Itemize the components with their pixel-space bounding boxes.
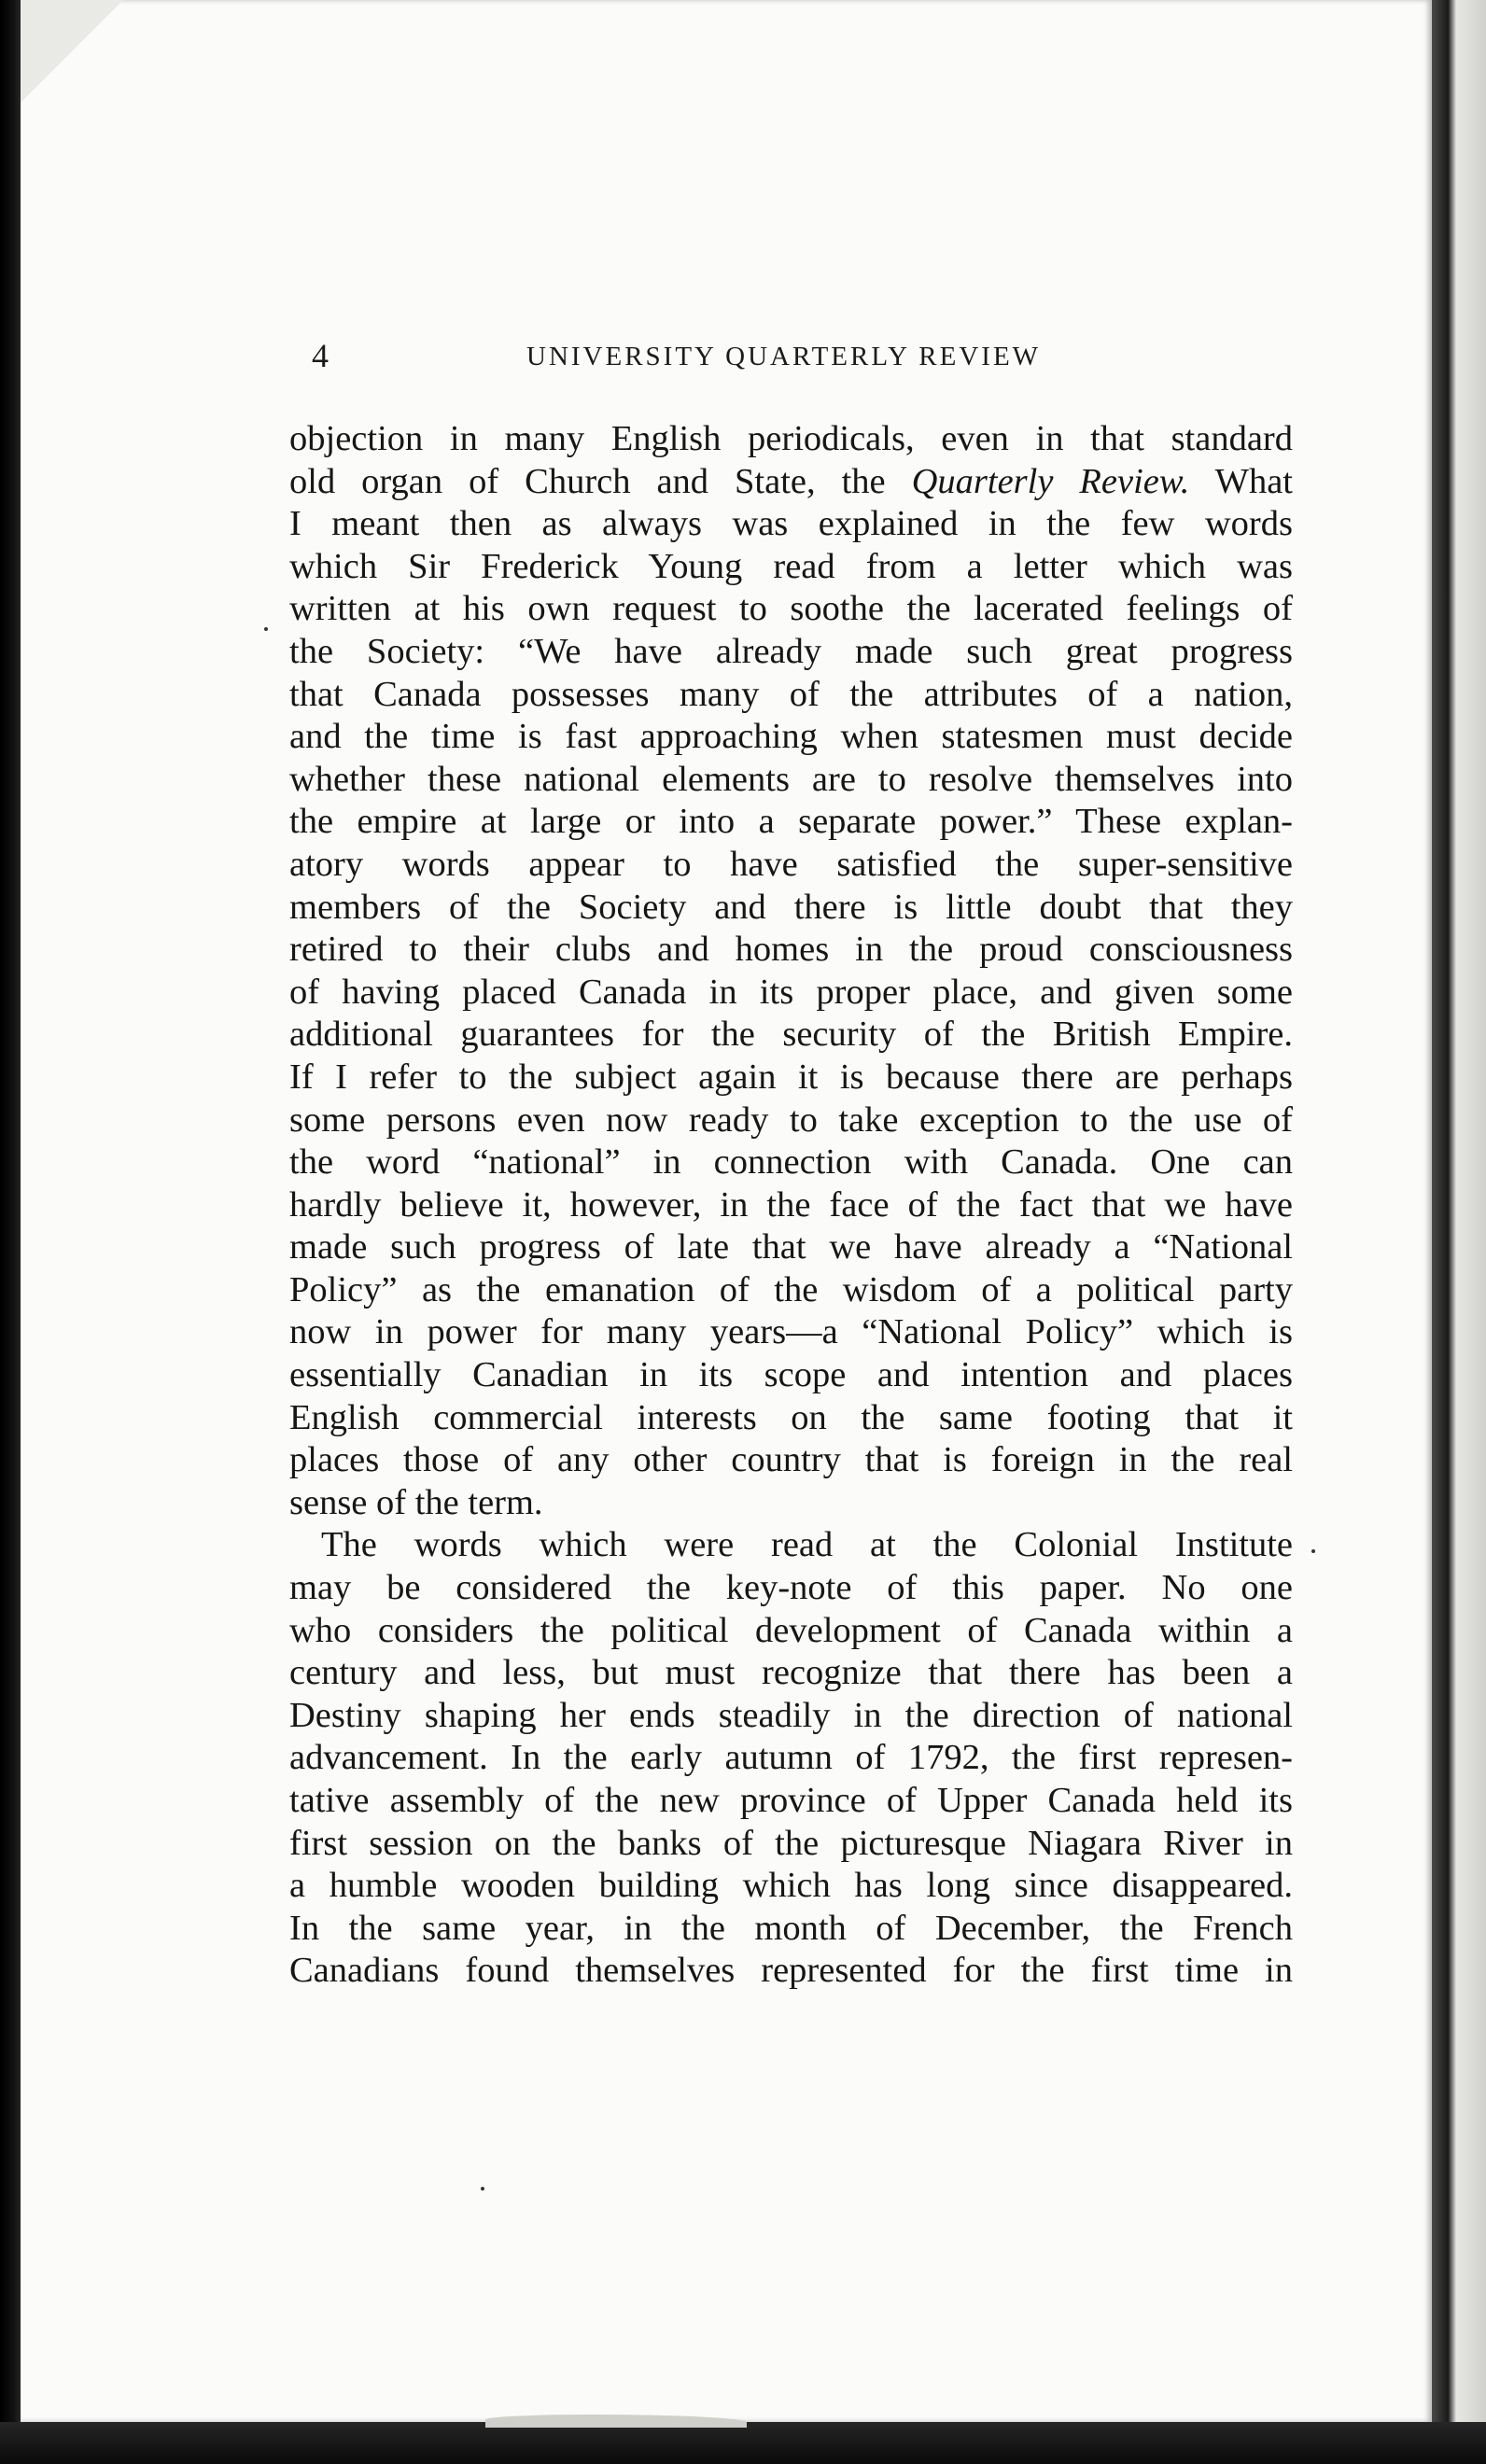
text-line: English commercial interests on the same footing that it [289, 1397, 1293, 1437]
italic-title: Quarterly Review. [911, 461, 1190, 501]
text-line: of having placed Canada in its proper place, and given some [289, 972, 1293, 1012]
text-line: whether these national elements are to resolve themselves into [289, 759, 1293, 799]
text-line: first session on the banks of the picturesque Niagara River in [289, 1823, 1293, 1863]
scan-right-edge [1432, 0, 1486, 2464]
page-corner-fold [21, 0, 123, 103]
text-line: hardly believe it, however, in the face of the fact that we have [289, 1184, 1293, 1225]
text-line: may be considered the key-note of this paper. No one [289, 1568, 1293, 1608]
text-line: essentially Canadian in its scope and intention and places [289, 1355, 1293, 1395]
scan-speck [481, 2187, 484, 2191]
body-text [289, 418, 1293, 1993]
page-number: 4 [312, 337, 329, 374]
text-line: old organ of Church and State, the Quarterly Review. What [289, 461, 1293, 501]
text-line: retired to their clubs and homes in the proud consciousness [289, 930, 1293, 970]
text-line: made such progress of late that we have already a “National [289, 1227, 1293, 1267]
text-line: If I refer to the subject again it is because there are perhaps [289, 1057, 1293, 1097]
paragraph-2 [289, 1524, 1293, 1993]
text-line: which Sir Frederick Young read from a letter which was [289, 546, 1293, 586]
text-line: a humble wooden building which has long since disappeared. [289, 1866, 1293, 1906]
text-line: additional guarantees for the security of the British Empire. [289, 1015, 1293, 1055]
text-line: the word “national” in connection with Canada. One can [289, 1142, 1293, 1183]
text-line: objection in many English periodicals, even in that standard [289, 419, 1293, 458]
text-line: places those of any other country that is foreign in the real [289, 1440, 1293, 1480]
journal-title: UNIVERSITY QUARTERLY REVIEW [526, 342, 1042, 371]
running-head [308, 336, 1428, 392]
text-line: some persons even now ready to take exception to the use of [289, 1099, 1293, 1140]
text-line: I meant then as always was explained in the few words [289, 504, 1293, 544]
text-line: Destiny shaping her ends steadily in the direction of national [289, 1695, 1293, 1735]
text-line: In the same year, in the month of December, the French [289, 1908, 1293, 1948]
scan-speck [264, 627, 268, 631]
text-line: sense of the term. [289, 1482, 543, 1522]
text-line: who considers the political development of Canada within a [289, 1610, 1293, 1650]
text-line: atory words appear to have satisfied the super-sensitive [289, 844, 1293, 884]
scan-speck [1311, 1549, 1315, 1553]
text-line: The words which were read at the Colonial Institute [321, 1525, 1293, 1565]
text-line: that Canada possesses many of the attributes of a nation, [289, 674, 1293, 714]
text-line: the Society: “We have already made such great progress [289, 631, 1293, 671]
paragraph-1 [289, 418, 1293, 1524]
text-line: Policy” as the emanation of the wisdom of a political party [289, 1269, 1293, 1309]
text-line: the empire at large or into a separate power.” These explan- [289, 802, 1293, 842]
text-line: members of the Society and there is little doubt that they [289, 887, 1293, 927]
text-line: advancement. In the early autumn of 1792, the first represen- [289, 1738, 1293, 1778]
text-line: tative assembly of the new province of Upper Canada held its [289, 1781, 1293, 1820]
text-line: century and less, but must recognize that there has been a [289, 1653, 1293, 1693]
scan-left-border [0, 0, 22, 2464]
text-line: Canadians found themselves represented for the first time in [289, 1951, 1293, 1991]
scan-bottom-edge [0, 2422, 1486, 2464]
text-line: written at his own request to soothe the lacerated feelings of [289, 589, 1293, 629]
text-line: and the time is fast approaching when statesmen must decide [289, 717, 1293, 757]
text-line: now in power for many years—a “National Policy” which is [289, 1312, 1293, 1352]
